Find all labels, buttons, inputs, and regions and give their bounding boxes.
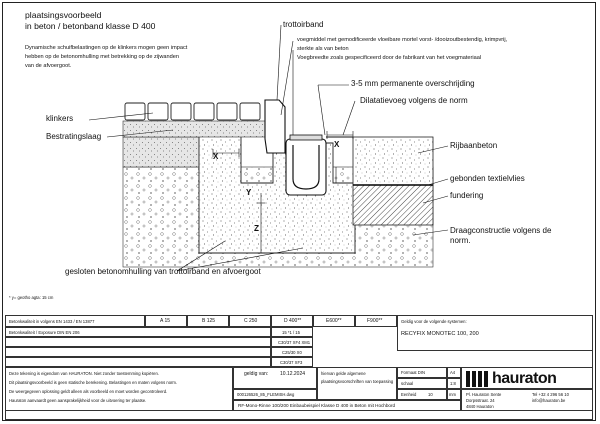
address-line: Pl. Hauraton Sente: [466, 392, 502, 397]
load-class: F900**: [367, 318, 383, 324]
load-class: C 250: [244, 318, 258, 324]
legal-text: Hauraton aanvaardt geen aansprakelijkheid voor de uitvoering ter plaatse.: [9, 398, 147, 403]
description-line: van de afvoergoot.: [25, 63, 72, 69]
load-class: E600**: [326, 318, 342, 324]
load-class: A 15: [160, 318, 171, 324]
description-line: Dynamische schuifbelastingen op de klinkers mogen geen impact: [25, 45, 188, 51]
label-mortar: voegmiddel met gemodificeerde vloeibare mortel vorst- /dooizoutbestendig, krimpvrij,: [297, 37, 508, 43]
row-label: Betonkwaliteit / Exposure DIN EN 206: [9, 330, 80, 335]
scale-label: schaal: [401, 381, 414, 386]
unit-value: mm: [449, 392, 456, 397]
logo-icon: [466, 371, 488, 387]
valid-from-date: 10.12.2024: [280, 371, 306, 377]
spec-value: C30/37 XF4 XM1: [278, 340, 311, 345]
paving-bed: [123, 121, 265, 137]
address-line: Dorpsstraat. 24: [466, 398, 495, 403]
label-mortar: sterkte als van beton: [297, 46, 349, 52]
pavers: [125, 103, 260, 120]
address-line: 4840 Hauraton: [466, 404, 494, 409]
label-fundering: fundering: [450, 191, 484, 200]
email-address: info@hauraton.be: [532, 398, 566, 403]
load-class: B 125: [202, 318, 216, 324]
format-value: A4: [450, 370, 456, 375]
description-line: hebben op de betonomhulling met betrekking op de zijwanden: [25, 54, 179, 60]
remark-text: plaatsingsvoorschriften van toepassing: [321, 379, 394, 384]
system-name: RECYFIX MONOTEC 100, 200: [401, 331, 479, 337]
scale-value: 1:8: [450, 381, 456, 386]
dim-z: Z: [254, 224, 259, 233]
document-number: 000126526_85_FLEMISH.dwg: [237, 392, 295, 397]
label-betonomhulling: gesloten betonomhulling van trottoirband en afvoergoot: [65, 267, 261, 276]
dim-x-right: X: [334, 140, 340, 149]
label-mortar: Voegbreedte zoals gespecificeerd door de fabrikant van het voegmateriaal: [297, 55, 482, 61]
remark-text: hiervan gelde algemene: [321, 371, 366, 376]
hauraton-logo: [461, 367, 593, 389]
label-overschrijding: 3-5 mm permanente overschrijding: [351, 79, 475, 88]
legal-text: Deze tekening is eigendom van HAURATON. Niet zonder toestemming kopiëren.: [9, 371, 159, 376]
label-bestratingslaag: Bestratingslaag: [46, 132, 102, 141]
valid-from-label: geldig van:: [244, 371, 269, 377]
drain-channel: [286, 135, 326, 195]
label-klinkers: klinkers: [46, 114, 74, 123]
fundering-layer: [353, 185, 433, 225]
spec-value: C30/37 XF3: [280, 360, 303, 365]
drawing-title-line1: plaatsingsvoorbeeld: [25, 10, 102, 20]
label-textielvlies: gebonden textielvlies: [450, 174, 525, 183]
format-label: Formaat DIN: [401, 370, 425, 375]
spec-value: C25/30 X0: [282, 350, 302, 355]
legal-text: De weergegeven oplossing geldt alleen als voorbeeld en moet worden gecontroleerd.: [9, 389, 168, 394]
unit-label: Eenheid: [401, 392, 417, 397]
label-dilatatie: Dilatatievoeg volgens de norm: [360, 96, 468, 105]
spec-value: 15 *1 / 15: [282, 330, 300, 335]
footnote: * y= geotho agta: 15 cm: [9, 295, 54, 300]
unit-count: 10: [428, 392, 433, 397]
load-class: D 400**: [284, 318, 302, 324]
drawing-title-line2: in beton / betonband klasse D 400: [25, 21, 156, 31]
row-label: Betonkwaliteit in volgens EN 1433 / EN 13877: [9, 319, 95, 324]
dim-y: Y: [246, 188, 252, 197]
drawing-sheet: [2, 2, 596, 421]
label-trottoirband: trottoirband: [283, 20, 324, 29]
label-draagconstructie: Draagconstructie volgens de: [450, 226, 552, 235]
phone-number: Tel +32 4 296 56 10: [532, 392, 569, 397]
dim-x-left: X: [213, 152, 219, 161]
brand-name: hauraton: [492, 370, 557, 387]
drawing-description: RF-Mono-Rinne 100/200 Einbaubeispiel Klasse D 400 in Beton mit Hochbord: [238, 403, 396, 408]
valid-systems-label: Geldig voor de volgende systemen:: [401, 319, 467, 324]
legal-text: Dit plaatsingsvoorbeeld is geen statische berekening. Belastingen en maten volgens norm.: [9, 380, 178, 385]
road-concrete: [353, 137, 433, 185]
label-draagconstructie: norm.: [450, 236, 471, 245]
label-rijbaanbeton: Rijbaanbeton: [450, 141, 498, 150]
